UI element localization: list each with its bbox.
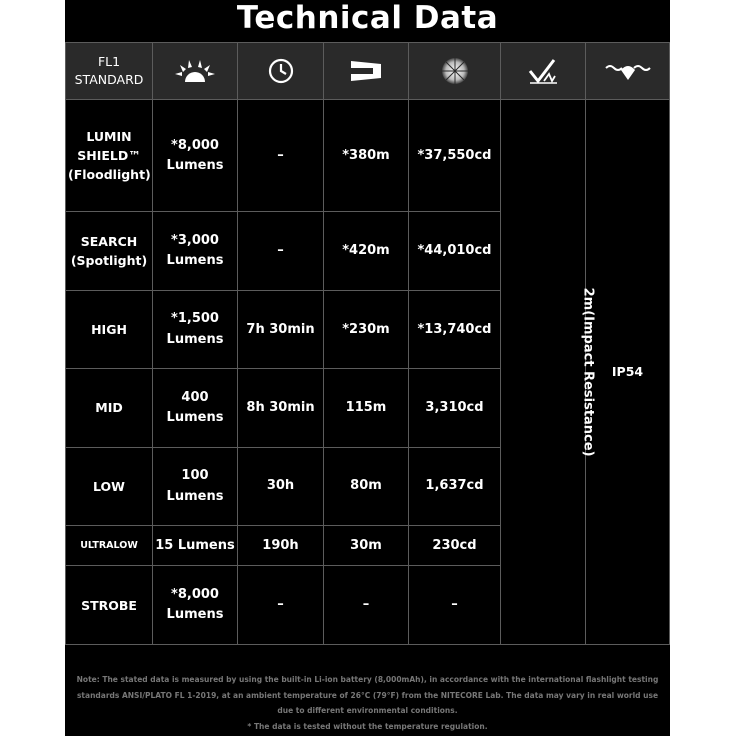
impact-resistance-cell [501,100,596,645]
output-cell: *8,000 Lumens [153,100,238,212]
output-cell: 15 Lumens [153,526,238,566]
output-cell: *1,500 Lumens [153,290,238,368]
intensity-cell: *13,740cd [409,290,501,368]
footnote-line: standards ANSI/PLATO FL 1-2019, at an ambient temperature of 26°C (79°F) from the NITECORE Lab. The data may vary in real world use [76,690,659,700]
brightness-icon [153,43,238,100]
runtime-clock-icon [238,43,324,100]
footnote-line: Note: The stated data is measured by using the built-in Li-ion battery (8,000mAh), in accordance with the international flashlight testing [76,675,659,684]
mode-label: STROBE [66,566,153,645]
runtime-cell: – [238,212,324,290]
runtime-cell: 7h 30min [238,290,324,368]
beam-distance-icon [324,43,409,100]
mode-label: ULTRALOW [66,526,153,566]
mode-label: HIGH [66,290,153,368]
distance-cell: *420m [324,212,409,290]
waterproof-icon [586,43,670,100]
table-header-row [66,43,670,100]
distance-cell: 115m [324,369,409,447]
mode-label: MID [66,369,153,447]
footnote-line: * The data is tested without the temperature regulation. [247,721,488,731]
runtime-cell: 30h [238,447,324,525]
distance-cell: 80m [324,447,409,525]
peak-intensity-icon [409,43,501,100]
intensity-cell: *37,550cd [409,100,501,212]
distance-cell: *230m [324,290,409,368]
footnote [65,672,670,734]
mode-label: SEARCH (Spotlight) [66,212,153,290]
distance-cell: – [324,566,409,645]
waterproof-cell: IP54 [586,100,670,645]
intensity-cell: 1,637cd [409,447,501,525]
intensity-cell: *44,010cd [409,212,501,290]
tech-data-table [65,42,670,645]
output-cell: *3,000 Lumens [153,212,238,290]
output-cell: 100 Lumens [153,447,238,525]
footnote-line: due to different environmental conditions. [277,706,458,715]
intensity-cell: 3,310cd [409,369,501,447]
impact-resistance-icon [501,43,586,100]
distance-cell: *380m [324,100,409,212]
standard-header: FL1 STANDARD [66,43,153,100]
runtime-cell: – [238,566,324,645]
output-cell: 400 Lumens [153,369,238,447]
distance-cell: 30m [324,526,409,566]
runtime-cell: 190h [238,526,324,566]
intensity-cell: 230cd [409,526,501,566]
output-cell: *8,000 Lumens [153,566,238,645]
impact-resistance-value: 2m(Impact Resistance) [580,287,596,457]
runtime-cell: 8h 30min [238,369,324,447]
page-title: Technical Data [236,0,499,36]
runtime-cell: – [238,100,324,212]
intensity-cell: – [409,566,501,645]
mode-label: LUMIN SHIELD™ (Floodlight) [66,100,153,212]
table-row [66,100,670,212]
mode-label: LOW [66,447,153,525]
